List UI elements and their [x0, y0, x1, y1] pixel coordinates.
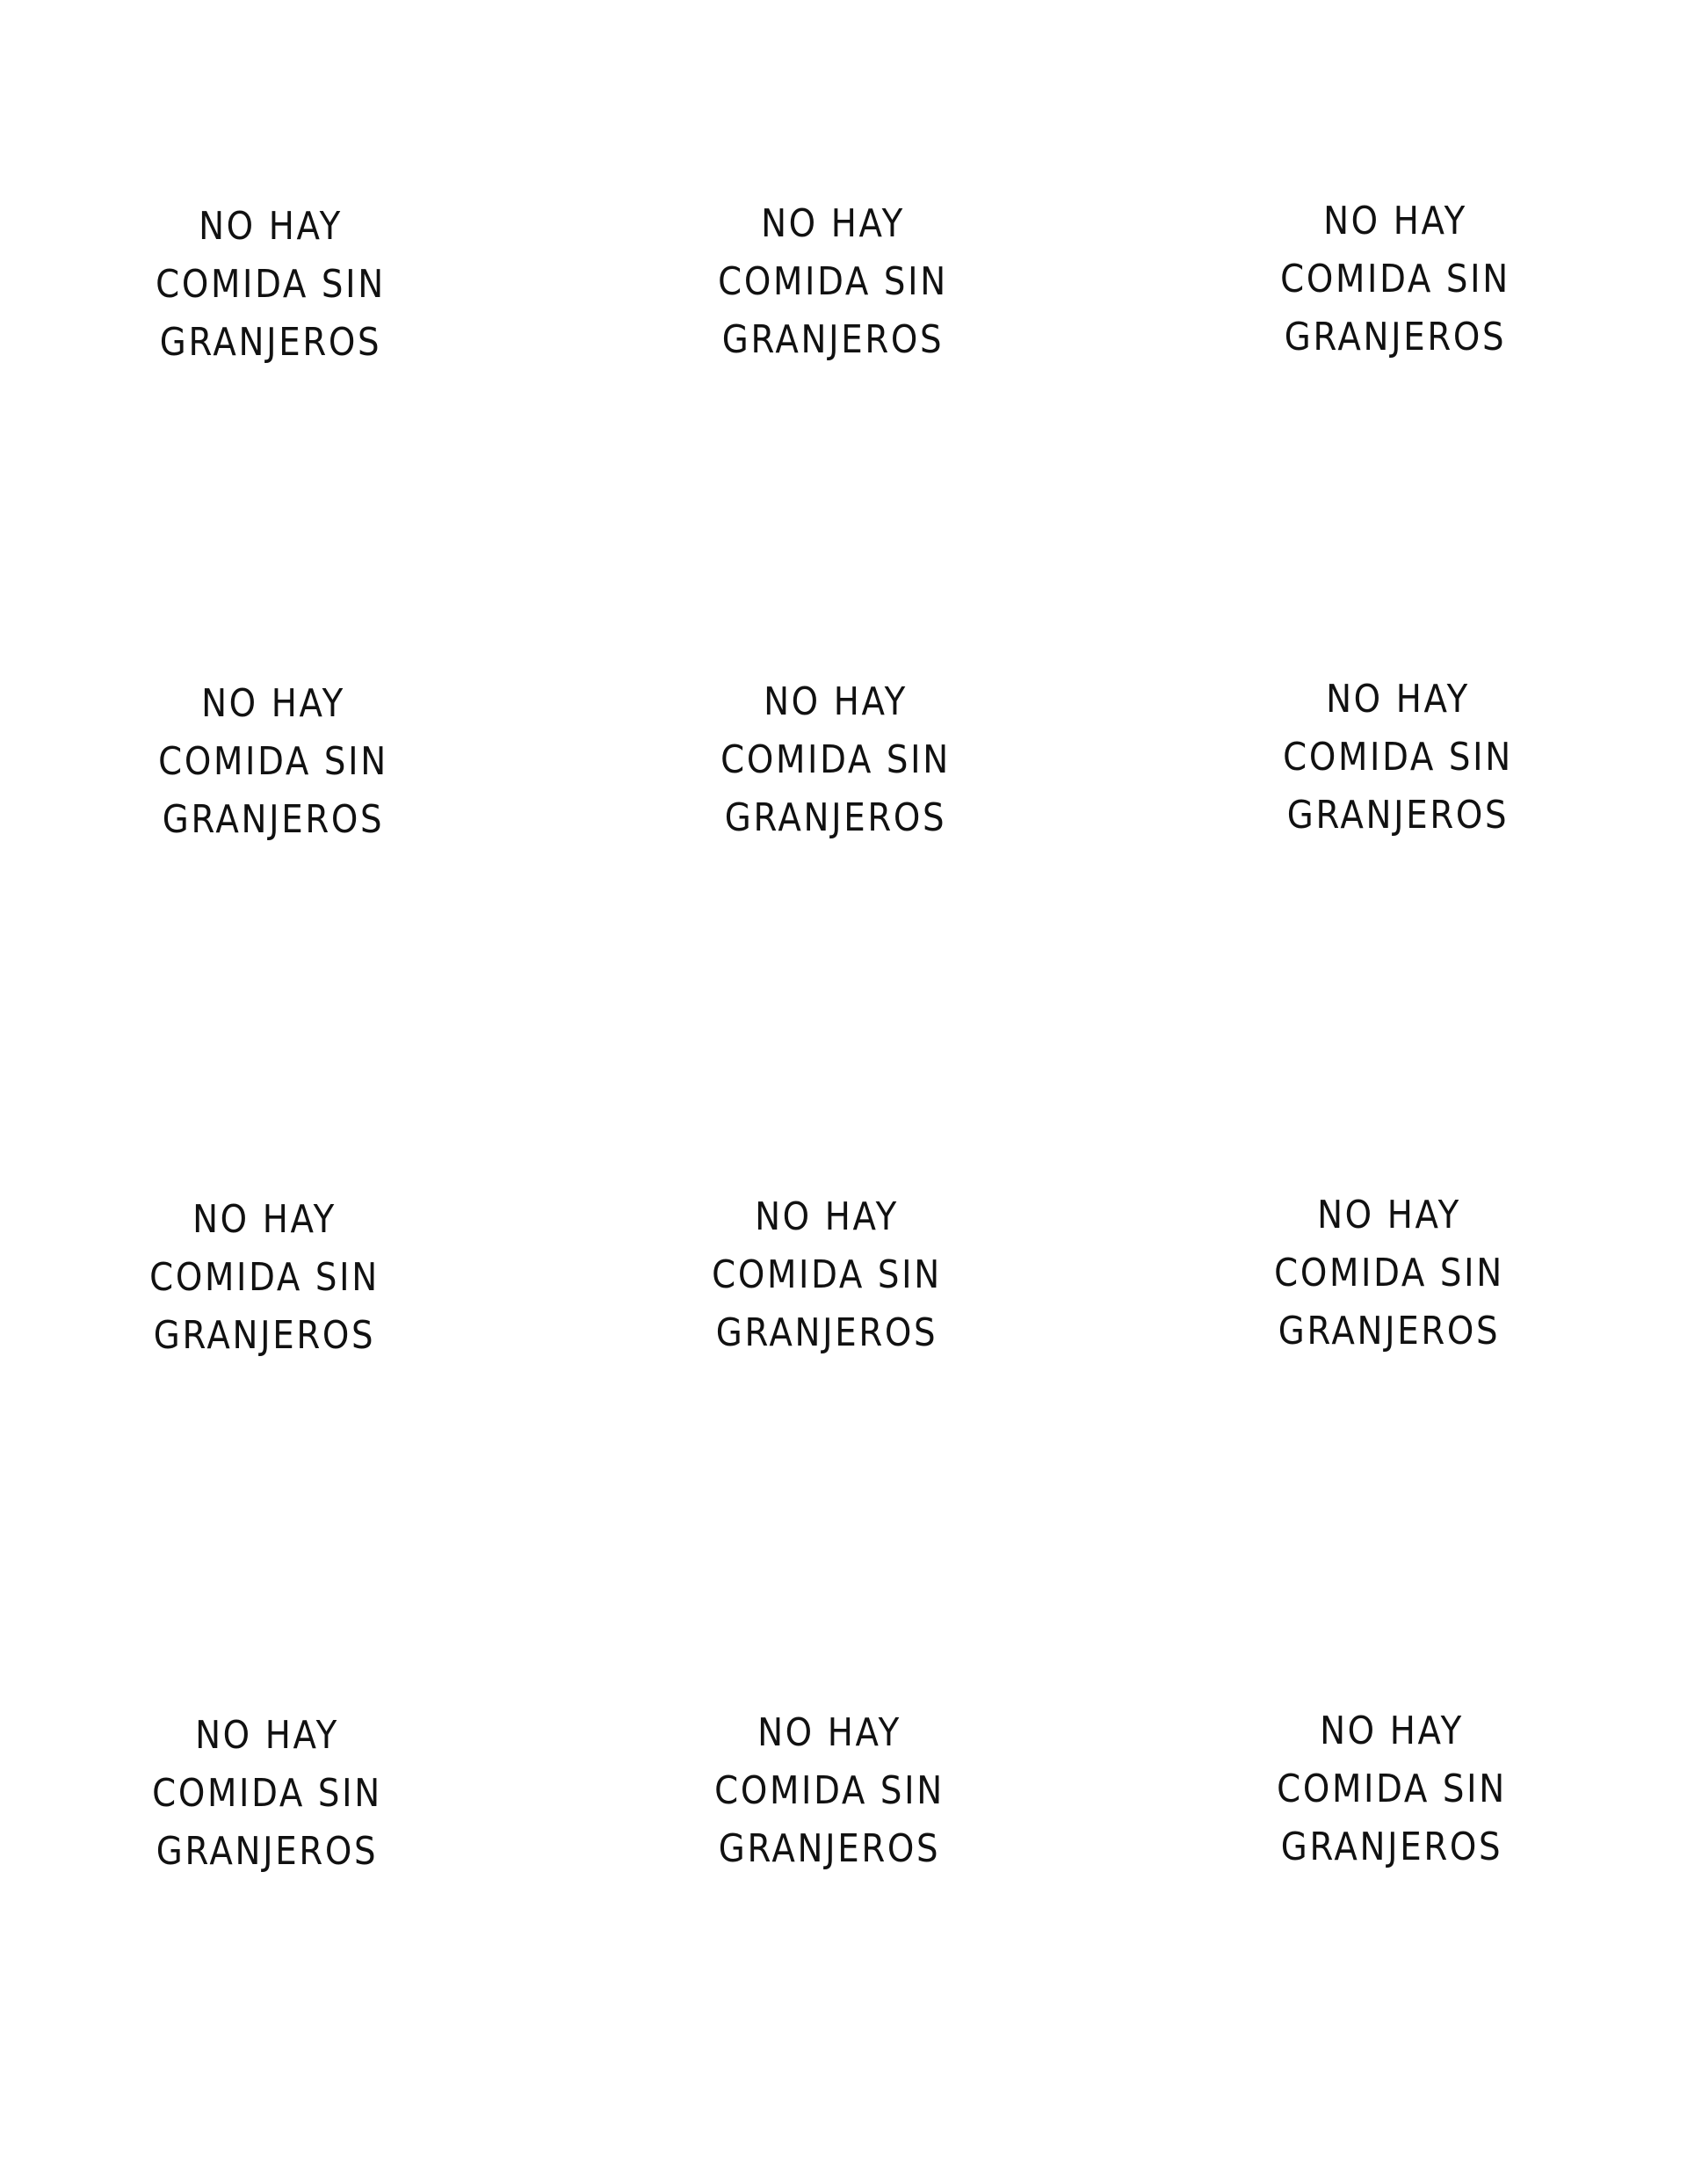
label-block — [642, 1188, 1011, 1362]
label-line-3: GRANJEROS — [153, 1313, 376, 1358]
label-line-2: COMIDA SIN — [718, 259, 948, 304]
label-line-3: GRANJEROS — [156, 1829, 379, 1874]
label-line-3: GRANJEROS — [715, 1310, 938, 1355]
label-line-1: NO HAY — [761, 201, 905, 246]
label-line-1: NO HAY — [195, 1713, 339, 1758]
label-line-2: COMIDA SIN — [1283, 735, 1513, 780]
label-line-2: COMIDA SIN — [720, 737, 951, 782]
label-line-1: NO HAY — [1320, 1709, 1464, 1753]
label-line-1: NO HAY — [755, 1194, 899, 1239]
label-line-3: GRANJEROS — [718, 1826, 941, 1871]
label-line-1: NO HAY — [201, 681, 345, 726]
label-line-3: GRANJEROS — [721, 317, 945, 362]
label-line-2: COMIDA SIN — [1280, 257, 1510, 301]
label-line-1: NO HAY — [1326, 677, 1470, 722]
label-line-2: COMIDA SIN — [158, 739, 388, 784]
label-line-3: GRANJEROS — [1286, 793, 1510, 838]
label-line-2: COMIDA SIN — [1274, 1251, 1504, 1295]
label-block — [80, 1191, 449, 1365]
label-block — [1207, 1702, 1576, 1876]
label-line-3: GRANJEROS — [159, 320, 382, 365]
label-block — [1205, 1186, 1574, 1360]
label-block — [648, 195, 1017, 369]
label-line-3: GRANJEROS — [1284, 315, 1507, 359]
label-line-3: GRANJEROS — [1280, 1825, 1503, 1869]
label-block — [645, 1704, 1014, 1878]
label-line-2: COMIDA SIN — [1277, 1767, 1507, 1811]
label-line-1: NO HAY — [192, 1197, 337, 1242]
label-line-3: GRANJEROS — [162, 797, 385, 842]
label-line-1: NO HAY — [199, 204, 343, 249]
label-line-3: GRANJEROS — [1278, 1309, 1501, 1353]
label-line-2: COMIDA SIN — [156, 262, 386, 307]
label-line-2: COMIDA SIN — [712, 1252, 942, 1297]
label-block — [1213, 671, 1582, 845]
label-block — [651, 673, 1020, 847]
label-line-2: COMIDA SIN — [152, 1771, 382, 1816]
label-line-1: NO HAY — [1323, 199, 1467, 243]
label-block — [89, 675, 458, 849]
label-block — [83, 1707, 452, 1881]
label-block — [86, 198, 455, 372]
label-line-1: NO HAY — [1317, 1193, 1461, 1237]
label-line-1: NO HAY — [764, 679, 908, 724]
label-block — [1211, 192, 1580, 366]
label-line-2: COMIDA SIN — [714, 1768, 945, 1813]
label-line-2: COMIDA SIN — [149, 1255, 380, 1300]
label-line-1: NO HAY — [757, 1710, 901, 1755]
label-line-3: GRANJEROS — [724, 795, 947, 840]
